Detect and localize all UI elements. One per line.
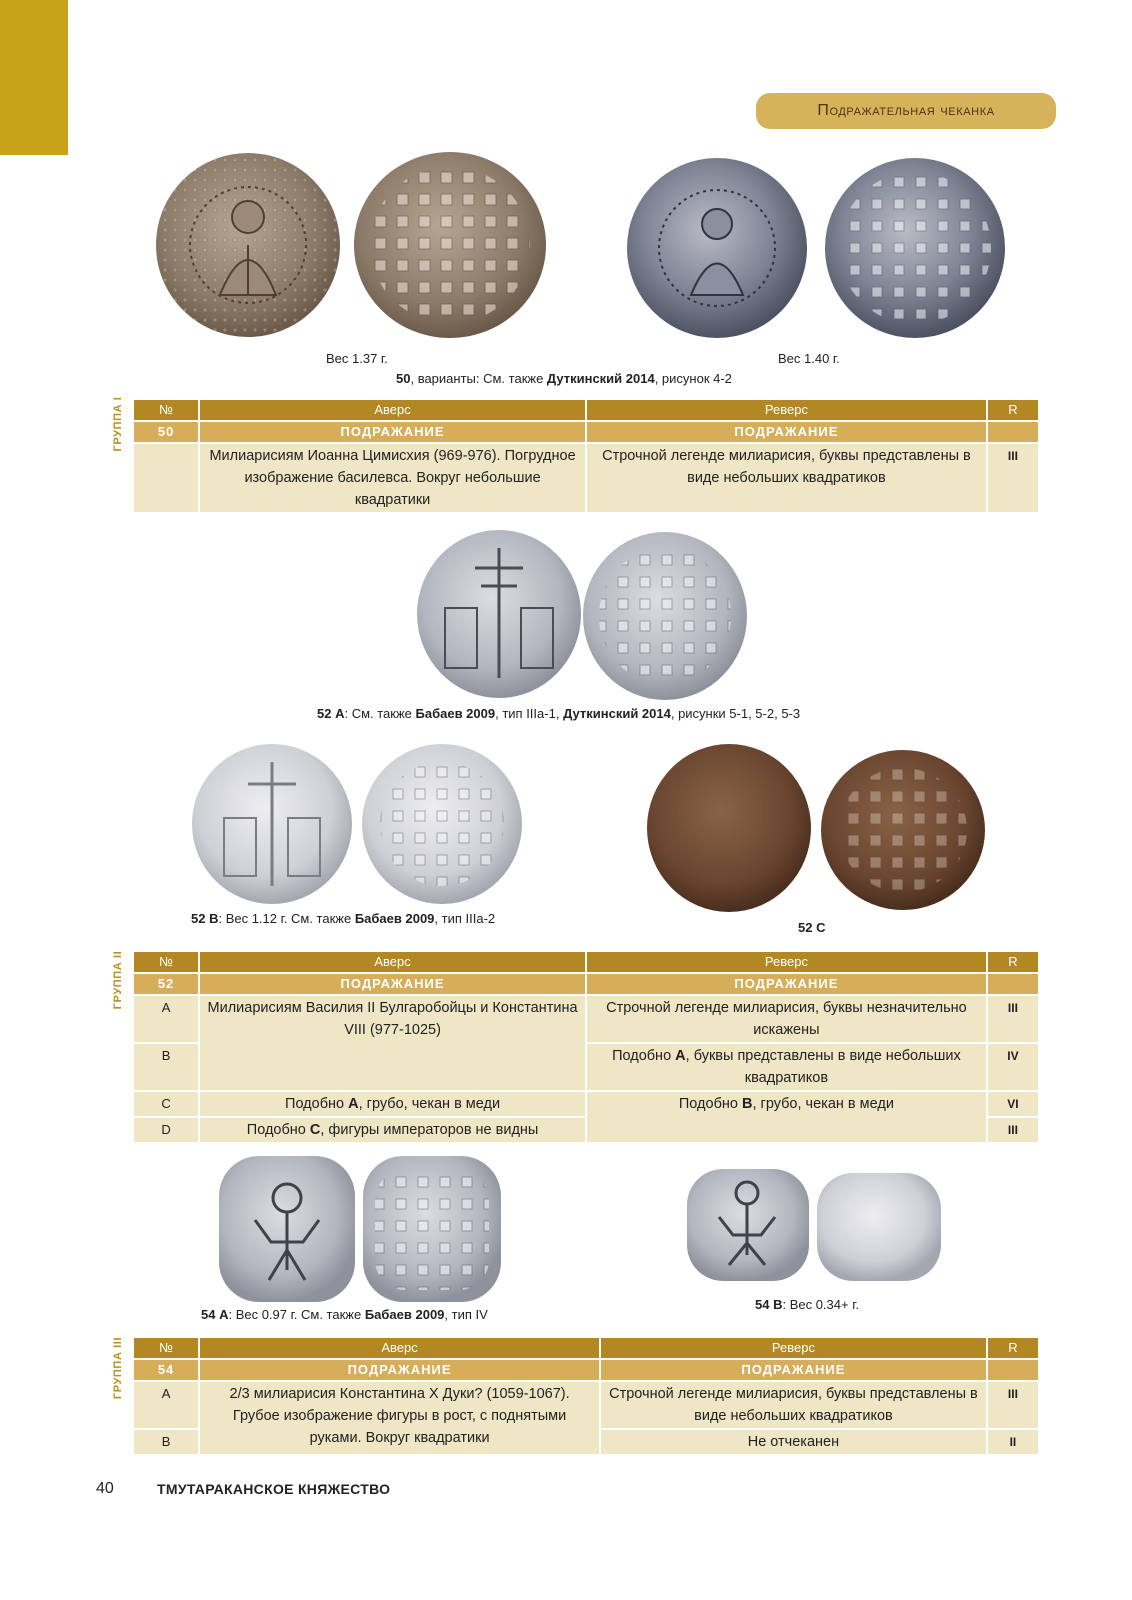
page-number: 40: [96, 1480, 114, 1497]
coin-52c-reverse: [821, 750, 985, 910]
table-row: [134, 1092, 1038, 1116]
coin-52a-reverse: [583, 532, 747, 700]
obverse-type: ПОДРАЖАНИЕ: [200, 974, 585, 994]
col-reverse: Реверс: [601, 1338, 986, 1358]
fig50-weight-right: Вес 1.40 г.: [778, 351, 840, 366]
coin-image-54a: [215, 1150, 505, 1310]
group-3-label: ГРУППА III: [112, 1336, 124, 1400]
col-reverse: Реверс: [587, 952, 986, 972]
coin-54a-obverse: [219, 1156, 355, 1302]
reverse-type: ПОДРАЖАНИЕ: [587, 974, 986, 994]
rarity-value: II: [988, 1430, 1038, 1454]
rarity-value: VI: [988, 1092, 1038, 1116]
rarity-value: III: [988, 1118, 1038, 1142]
col-obverse: Аверс: [200, 400, 585, 420]
coin-52b-reverse: [362, 744, 522, 904]
type-number: 52: [134, 974, 198, 994]
reverse-description: Не отчеканен: [601, 1430, 986, 1454]
coin-image-52a: [415, 528, 750, 703]
group-2-label: ГРУППА II: [112, 950, 124, 1010]
obverse-description: Милиарисиям Василия II Булгаробойцы и Константина VIII (977-1025): [200, 996, 585, 1090]
type-number: 54: [134, 1360, 198, 1380]
rarity-value: III: [988, 996, 1038, 1042]
col-no: №: [134, 400, 198, 420]
coin-50a-reverse: [354, 152, 546, 338]
rarity-value: IV: [988, 1044, 1038, 1090]
col-rarity: R: [988, 952, 1038, 972]
col-obverse: Аверс: [200, 952, 585, 972]
coin-50b-reverse: [825, 158, 1005, 338]
col-no: №: [134, 952, 198, 972]
group-2-table: [132, 950, 1040, 1144]
variant-id: C: [134, 1092, 198, 1116]
rarity-value: III: [988, 1382, 1038, 1428]
coin-54a-reverse: [363, 1156, 501, 1302]
coin-52c-obverse: [647, 744, 811, 912]
reverse-description: Строчной легенде милиарисия, буквы представлены в виде небольших квадратиков: [601, 1382, 986, 1428]
fig52c-caption: 52 C: [798, 920, 826, 935]
coin-image-50-right-pair: [625, 150, 1010, 350]
fig50-weight-left: Вес 1.37 г.: [326, 351, 388, 366]
col-rarity: R: [988, 1338, 1038, 1358]
fig54a-caption: 54 А: Вес 0.97 г. См. также Бабаев 2009, тип IV: [201, 1307, 488, 1322]
fig50-caption: 50, варианты: См. также Дуткинский 2014, рисунок 4-2: [396, 371, 732, 386]
coin-50b-obverse: [627, 158, 807, 338]
obverse-description: Милиарисиям Иоанна Цимисхия (969-976). Погрудное изображение басилевса. Вокруг небольшие квадратики: [200, 444, 585, 512]
corner-accent: [0, 0, 68, 155]
rarity-value: III: [988, 444, 1038, 512]
fig52b-caption: 52 B: Вес 1.12 г. См. также Бабаев 2009, тип IIIa-2: [191, 911, 496, 926]
obverse-description: Подобно А, грубо, чекан в меди: [200, 1092, 585, 1116]
coin-image-52b: [190, 740, 530, 910]
rarity-blank: [988, 1360, 1038, 1380]
group-1-label: ГРУППА I: [112, 396, 124, 452]
reverse-description: Подобно В, грубо, чекан в меди: [587, 1092, 986, 1142]
variant-id: A: [134, 1382, 198, 1428]
col-obverse: Аверс: [200, 1338, 599, 1358]
coin-54b-reverse: [817, 1173, 941, 1281]
obverse-type: ПОДРАЖАНИЕ: [200, 422, 585, 442]
section-title: Подражательная чеканка: [756, 93, 1056, 129]
reverse-description: Строчной легенде милиарисия, буквы представлены в виде небольших квадратиков: [587, 444, 986, 512]
obverse-description: 2/3 милиарисия Константина X Дуки? (1059-1067). Грубое изображение фигуры в рост, с поднятыми руками. Вокруг квадратики: [200, 1382, 599, 1454]
variant-id: D: [134, 1118, 198, 1142]
variant-id: A: [134, 996, 198, 1042]
reverse-description: Подобно А, буквы представлены в виде небольших квадратиков: [587, 1044, 986, 1090]
book-title: ТМУТАРАКАНСКОЕ КНЯЖЕСТВО: [157, 1481, 391, 1497]
group-1-table: [132, 398, 1040, 514]
col-reverse: Реверс: [587, 400, 986, 420]
coin-image-52c: [645, 742, 990, 914]
col-no: №: [134, 1338, 198, 1358]
rarity-blank: [988, 974, 1038, 994]
table-row: [134, 444, 1038, 512]
reverse-type: ПОДРАЖАНИЕ: [587, 422, 986, 442]
coin-50a-obverse: [156, 153, 340, 337]
obverse-description: Подобно С, фигуры императоров не видны: [200, 1118, 585, 1142]
reverse-type: ПОДРАЖАНИЕ: [601, 1360, 986, 1380]
table-row: [134, 996, 1038, 1042]
coin-52b-obverse: [192, 744, 352, 904]
type-number: 50: [134, 422, 198, 442]
fig52a-caption: 52 А: См. также Бабаев 2009, тип IIIa-1, Дуткинский 2014, рисунки 5-1, 5-2, 5-3: [317, 706, 801, 721]
variant-id: B: [134, 1430, 198, 1454]
obverse-type: ПОДРАЖАНИЕ: [200, 1360, 599, 1380]
coin-52a-obverse: [417, 530, 581, 698]
coin-image-54b: [685, 1165, 945, 1285]
reverse-description: Строчной легенде милиарисия, буквы незначительно искажены: [587, 996, 986, 1042]
table-row: [134, 1382, 1038, 1428]
variant-id: B: [134, 1044, 198, 1090]
rarity-blank: [988, 422, 1038, 442]
group-3-table: [132, 1336, 1040, 1456]
col-rarity: R: [988, 400, 1038, 420]
coin-54b-obverse: [687, 1169, 809, 1281]
coin-image-50-left-pair: [150, 145, 570, 350]
fig54b-caption: 54 B: Вес 0.34+ г.: [755, 1297, 859, 1312]
